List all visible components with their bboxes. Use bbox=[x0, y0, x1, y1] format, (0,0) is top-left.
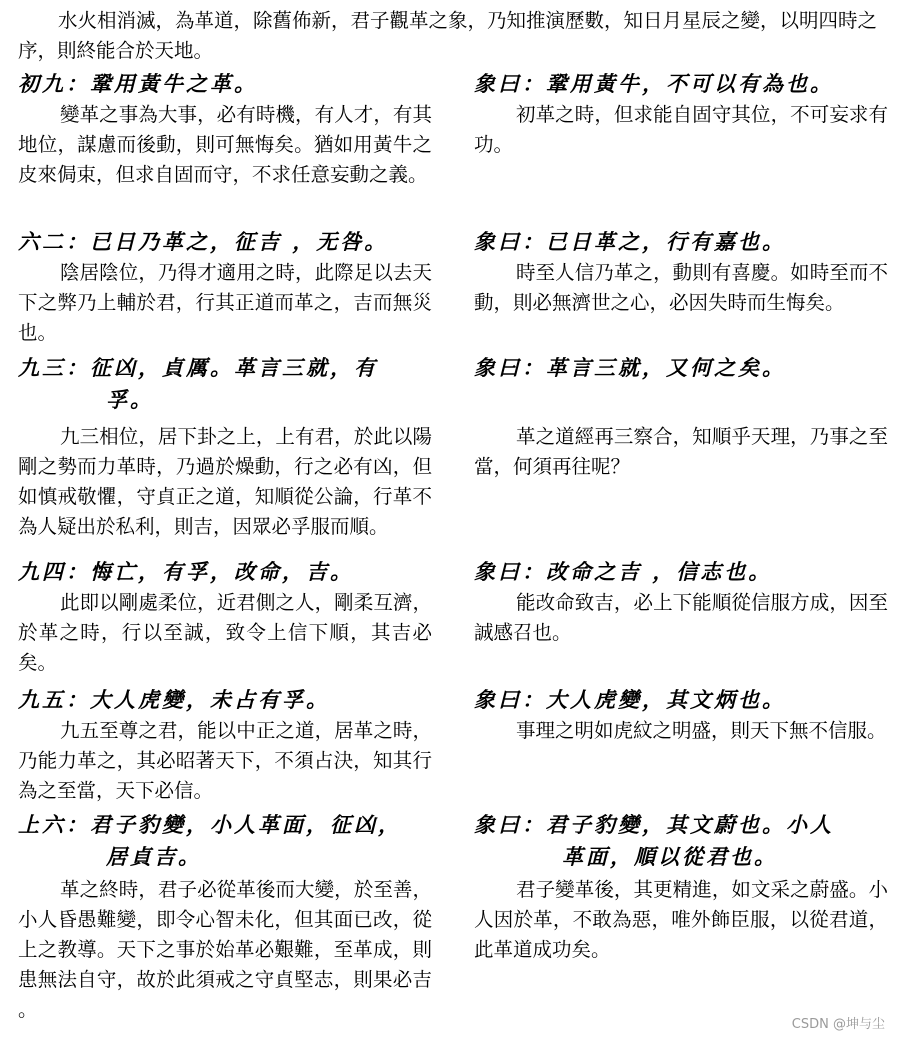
image-text-column bbox=[474, 556, 888, 648]
line-heading-continued: 孚。 bbox=[106, 387, 154, 412]
line-text-column bbox=[18, 68, 432, 190]
image-heading: 象曰：鞏用黃牛，不可以有為也。 bbox=[474, 71, 834, 96]
image-text-column bbox=[474, 352, 888, 482]
intro-paragraph: 水火相消滅，為革道，除舊佈新，君子觀革之象，乃知推演歷數，知日月星辰之變，以明四時之序，則終能合於天地。 bbox=[18, 9, 878, 62]
line-heading: 上六：君子豹變，小人革面，征凶， bbox=[18, 812, 402, 837]
line-text-column bbox=[18, 556, 432, 678]
image-heading: 象曰：革言三就，又何之矣。 bbox=[474, 355, 786, 380]
line-text-column bbox=[18, 809, 432, 1025]
image-text-column bbox=[474, 68, 888, 160]
line-heading: 六二：已日乃革之，征吉 ，无咎。 bbox=[18, 229, 389, 254]
image-text-column bbox=[474, 809, 888, 965]
line-commentary: 九五至尊之君，能以中正之道，居革之時，乃能力革之，其必昭著天下，不須占決，知其行為之至當，天下必信。 bbox=[18, 719, 432, 802]
image-heading: 象曰：改命之吉 ，信志也。 bbox=[474, 559, 773, 584]
watermark: CSDN @坤与尘 bbox=[791, 1017, 885, 1032]
line-commentary: 九三相位，居下卦之上，上有君，於此以陽剛之勢而力革時，乃過於燥動，行之必有凶，但如慎戒敬懼，守貞正之道，知順從公論，行革不為人疑出於私利，則吉，因眾必孚服而順。 bbox=[18, 425, 432, 538]
image-text-column bbox=[474, 226, 888, 318]
line-text-column bbox=[18, 684, 432, 806]
line-heading: 九三：征凶，貞厲。革言三就，有 bbox=[18, 355, 378, 380]
image-heading: 象曰：君子豹變，其文蔚也。小人 bbox=[474, 812, 834, 837]
image-commentary: 能改命致吉，必上下能順從信服方成，因至誠感召也。 bbox=[474, 591, 888, 644]
line-commentary: 變革之事為大事，必有時機，有人才，有其地位，謀慮而後動，則可無悔矣。猶如用黃牛之皮來侷束，但求自固而守，不求任意妄動之義。 bbox=[18, 103, 432, 186]
line-heading: 九四：悔亡，有孚，改命，吉。 bbox=[18, 559, 354, 584]
image-commentary: 時至人信乃革之，動則有喜慶。如時至而不動，則必無濟世之心，必因失時而生悔矣。 bbox=[474, 261, 888, 314]
image-commentary: 初革之時，但求能自固守其位，不可妄求有功。 bbox=[474, 103, 888, 156]
line-commentary: 革之終時，君子必從革後而大變，於至善，小人昏愚難變，即令心智未化，但其面已改，從上之教導。天下之事於始革必艱難，至革成，則患無法自守，故於此須戒之守貞堅志，則果必吉 。 bbox=[18, 878, 432, 1021]
image-commentary: 事理之明如虎紋之明盛，則天下無不信服。 bbox=[516, 719, 887, 742]
line-heading: 九五：大人虎變，未占有孚。 bbox=[18, 687, 330, 712]
image-text-column bbox=[474, 684, 888, 746]
image-commentary: 君子變革後，其更精進，如文采之蔚盛。小人因於革，不敢為惡，唯外飾臣服，以從君道，此革道成功矣。 bbox=[474, 878, 888, 961]
image-heading: 象曰：大人虎變，其文炳也。 bbox=[474, 687, 786, 712]
line-text-column bbox=[18, 226, 432, 348]
image-commentary: 革之道經再三察合，知順乎天理，乃事之至當，何須再往呢？ bbox=[474, 425, 888, 478]
line-commentary: 陰居陰位，乃得才適用之時，此際足以去天下之弊乃上輔於君，行其正道而革之，吉而無災也。 bbox=[18, 261, 432, 344]
image-heading: 象曰：已日革之，行有嘉也。 bbox=[474, 229, 786, 254]
line-heading-continued: 居貞吉。 bbox=[106, 844, 202, 869]
line-heading: 初九：鞏用黃牛之革。 bbox=[18, 71, 258, 96]
line-commentary: 此即以剛處柔位，近君側之人，剛柔互濟，於革之時，行以至誠，致令上信下順，其吉必矣。 bbox=[18, 591, 432, 674]
line-text-column bbox=[18, 352, 432, 542]
image-heading-continued: 革面，順以從君也。 bbox=[562, 844, 778, 869]
